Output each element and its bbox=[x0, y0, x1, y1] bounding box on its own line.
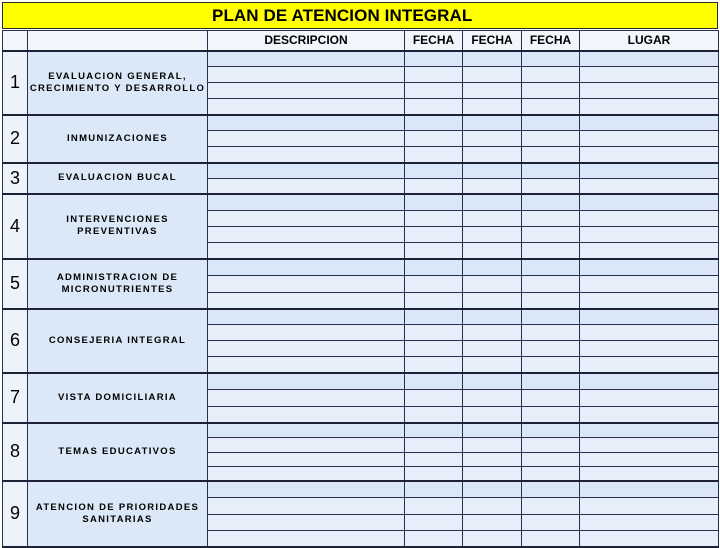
lugar-cell[interactable] bbox=[580, 243, 719, 259]
fecha-2-cell[interactable] bbox=[463, 390, 522, 407]
fecha-1-cell[interactable] bbox=[405, 453, 463, 467]
table-row bbox=[3, 115, 719, 131]
descripcion-cell[interactable] bbox=[208, 211, 405, 227]
fecha-3-cell[interactable] bbox=[522, 211, 580, 227]
fecha-3-cell[interactable] bbox=[522, 515, 580, 531]
lugar-cell[interactable] bbox=[580, 194, 719, 211]
fecha-1-cell[interactable] bbox=[405, 357, 463, 373]
fecha-2-cell[interactable] bbox=[463, 309, 522, 325]
fecha-3-cell[interactable] bbox=[522, 357, 580, 373]
plan-table bbox=[2, 30, 719, 548]
activity-label bbox=[28, 309, 208, 373]
lugar-cell[interactable] bbox=[580, 481, 719, 498]
activity-label-line: ADMINISTRACION DE bbox=[56, 271, 179, 283]
descripcion-cell[interactable] bbox=[208, 373, 405, 390]
header-fecha-1: FECHA bbox=[405, 31, 463, 51]
fecha-3-cell[interactable] bbox=[522, 309, 580, 325]
fecha-3-cell[interactable] bbox=[522, 373, 580, 390]
item-number: 2 bbox=[3, 115, 28, 163]
fecha-3-cell[interactable] bbox=[522, 453, 580, 467]
activity-label bbox=[28, 163, 208, 194]
fecha-1-cell[interactable] bbox=[405, 259, 463, 276]
fecha-1-cell[interactable] bbox=[405, 407, 463, 423]
fecha-3-cell[interactable] bbox=[522, 115, 580, 131]
fecha-3-cell[interactable] bbox=[522, 325, 580, 341]
fecha-1-cell[interactable] bbox=[405, 309, 463, 325]
fecha-2-cell[interactable] bbox=[463, 211, 522, 227]
fecha-2-cell[interactable] bbox=[463, 453, 522, 467]
fecha-1-cell[interactable] bbox=[405, 498, 463, 515]
fecha-1-cell[interactable] bbox=[405, 99, 463, 115]
activity-label-line: SANITARIAS bbox=[82, 513, 153, 525]
activity-label-line: VISTA DOMICILIARIA bbox=[58, 391, 177, 403]
fecha-2-cell[interactable] bbox=[463, 341, 522, 357]
fecha-2-cell[interactable] bbox=[463, 467, 522, 481]
lugar-cell[interactable] bbox=[580, 51, 719, 67]
activity-label-line: TEMAS EDUCATIVOS bbox=[58, 445, 177, 457]
lugar-cell[interactable] bbox=[580, 407, 719, 423]
descripcion-cell[interactable] bbox=[208, 131, 405, 147]
lugar-cell[interactable] bbox=[580, 341, 719, 357]
item-number: 7 bbox=[3, 373, 28, 423]
activity-label bbox=[28, 481, 208, 547]
activity-label-line: INMUNIZACIONES bbox=[66, 132, 169, 144]
fecha-2-cell[interactable] bbox=[463, 131, 522, 147]
fecha-1-cell[interactable] bbox=[405, 390, 463, 407]
fecha-2-cell[interactable] bbox=[463, 407, 522, 423]
activity-label bbox=[28, 373, 208, 423]
descripcion-cell[interactable] bbox=[208, 293, 405, 309]
lugar-cell[interactable] bbox=[580, 259, 719, 276]
title-bar bbox=[2, 2, 718, 29]
fecha-3-cell[interactable] bbox=[522, 276, 580, 293]
descripcion-cell[interactable] bbox=[208, 453, 405, 467]
descripcion-cell[interactable] bbox=[208, 259, 405, 276]
lugar-cell[interactable] bbox=[580, 325, 719, 341]
header-fecha-3: FECHA bbox=[522, 31, 580, 51]
descripcion-cell[interactable] bbox=[208, 99, 405, 115]
descripcion-cell[interactable] bbox=[208, 179, 405, 194]
activity-label-line: EVALUACION GENERAL, bbox=[48, 70, 187, 82]
lugar-cell[interactable] bbox=[580, 131, 719, 147]
fecha-1-cell[interactable] bbox=[405, 276, 463, 293]
fecha-1-cell[interactable] bbox=[405, 325, 463, 341]
fecha-3-cell[interactable] bbox=[522, 51, 580, 67]
table-row bbox=[3, 51, 719, 67]
descripcion-cell[interactable] bbox=[208, 357, 405, 373]
fecha-1-cell[interactable] bbox=[405, 179, 463, 194]
header-num bbox=[3, 31, 28, 51]
descripcion-cell[interactable] bbox=[208, 423, 405, 438]
fecha-3-cell[interactable] bbox=[522, 531, 580, 547]
fecha-2-cell[interactable] bbox=[463, 357, 522, 373]
item-number: 1 bbox=[3, 51, 28, 115]
descripcion-cell[interactable] bbox=[208, 407, 405, 423]
lugar-cell[interactable] bbox=[580, 115, 719, 131]
fecha-2-cell[interactable] bbox=[463, 325, 522, 341]
fecha-3-cell[interactable] bbox=[522, 67, 580, 83]
descripcion-cell[interactable] bbox=[208, 163, 405, 179]
table-row bbox=[3, 309, 719, 325]
fecha-3-cell[interactable] bbox=[522, 179, 580, 194]
descripcion-cell[interactable] bbox=[208, 147, 405, 163]
fecha-3-cell[interactable] bbox=[522, 99, 580, 115]
descripcion-cell[interactable] bbox=[208, 115, 405, 131]
lugar-cell[interactable] bbox=[580, 515, 719, 531]
lugar-cell[interactable] bbox=[580, 390, 719, 407]
lugar-cell[interactable] bbox=[580, 227, 719, 243]
lugar-cell[interactable] bbox=[580, 357, 719, 373]
lugar-cell[interactable] bbox=[580, 179, 719, 194]
header-fecha-2: FECHA bbox=[463, 31, 522, 51]
fecha-3-cell[interactable] bbox=[522, 407, 580, 423]
fecha-2-cell[interactable] bbox=[463, 99, 522, 115]
activity-label-line: INTERVENCIONES bbox=[66, 214, 169, 225]
fecha-3-cell[interactable] bbox=[522, 131, 580, 147]
fecha-2-cell[interactable] bbox=[463, 194, 522, 211]
header-lugar: LUGAR bbox=[580, 31, 719, 51]
fecha-2-cell[interactable] bbox=[463, 515, 522, 531]
fecha-1-cell[interactable] bbox=[405, 293, 463, 309]
fecha-3-cell[interactable] bbox=[522, 423, 580, 438]
table-row bbox=[3, 373, 719, 390]
fecha-2-cell[interactable] bbox=[463, 531, 522, 547]
lugar-cell[interactable] bbox=[580, 467, 719, 481]
item-number: 4 bbox=[3, 194, 28, 259]
lugar-cell[interactable] bbox=[580, 293, 719, 309]
activity-label bbox=[28, 259, 208, 309]
header-activity bbox=[28, 31, 208, 51]
item-number: 3 bbox=[3, 163, 28, 194]
item-number: 6 bbox=[3, 309, 28, 373]
activity-label-line: CONSEJERIA INTEGRAL bbox=[48, 334, 187, 346]
fecha-2-cell[interactable] bbox=[463, 227, 522, 243]
descripcion-cell[interactable] bbox=[208, 227, 405, 243]
lugar-cell[interactable] bbox=[580, 67, 719, 83]
fecha-1-cell[interactable] bbox=[405, 341, 463, 357]
fecha-1-cell[interactable] bbox=[405, 438, 463, 453]
fecha-3-cell[interactable] bbox=[522, 259, 580, 276]
item-number: 5 bbox=[3, 259, 28, 309]
fecha-3-cell[interactable] bbox=[522, 467, 580, 481]
fecha-1-cell[interactable] bbox=[405, 423, 463, 438]
fecha-3-cell[interactable] bbox=[522, 341, 580, 357]
fecha-1-cell[interactable] bbox=[405, 515, 463, 531]
fecha-3-cell[interactable] bbox=[522, 390, 580, 407]
item-number: 9 bbox=[3, 481, 28, 547]
fecha-2-cell[interactable] bbox=[463, 243, 522, 259]
fecha-3-cell[interactable] bbox=[522, 293, 580, 309]
lugar-cell[interactable] bbox=[580, 309, 719, 325]
lugar-cell[interactable] bbox=[580, 531, 719, 547]
fecha-1-cell[interactable] bbox=[405, 227, 463, 243]
descripcion-cell[interactable] bbox=[208, 194, 405, 211]
activity-label bbox=[28, 423, 208, 481]
lugar-cell[interactable] bbox=[580, 373, 719, 390]
fecha-3-cell[interactable] bbox=[522, 481, 580, 498]
fecha-2-cell[interactable] bbox=[463, 293, 522, 309]
fecha-2-cell[interactable] bbox=[463, 51, 522, 67]
lugar-cell[interactable] bbox=[580, 163, 719, 179]
header-descripcion: DESCRIPCION bbox=[208, 31, 405, 51]
descripcion-cell[interactable] bbox=[208, 276, 405, 293]
fecha-1-cell[interactable] bbox=[405, 83, 463, 99]
lugar-cell[interactable] bbox=[580, 147, 719, 163]
activity-label-line: MICRONUTRIENTES bbox=[61, 283, 174, 295]
fecha-3-cell[interactable] bbox=[522, 498, 580, 515]
descripcion-cell[interactable] bbox=[208, 341, 405, 357]
fecha-2-cell[interactable] bbox=[463, 83, 522, 99]
fecha-2-cell[interactable] bbox=[463, 438, 522, 453]
lugar-cell[interactable] bbox=[580, 276, 719, 293]
item-number: 8 bbox=[3, 423, 28, 481]
activity-label bbox=[28, 194, 208, 259]
table-row bbox=[3, 163, 719, 179]
table-row bbox=[3, 259, 719, 276]
descripcion-cell[interactable] bbox=[208, 309, 405, 325]
fecha-1-cell[interactable] bbox=[405, 51, 463, 67]
fecha-3-cell[interactable] bbox=[522, 243, 580, 259]
fecha-1-cell[interactable] bbox=[405, 163, 463, 179]
descripcion-cell[interactable] bbox=[208, 531, 405, 547]
descripcion-cell[interactable] bbox=[208, 498, 405, 515]
fecha-1-cell[interactable] bbox=[405, 131, 463, 147]
fecha-1-cell[interactable] bbox=[405, 211, 463, 227]
activity-label-line: PREVENTIVAS bbox=[77, 226, 158, 237]
fecha-2-cell[interactable] bbox=[463, 259, 522, 276]
lugar-cell[interactable] bbox=[580, 438, 719, 453]
fecha-2-cell[interactable] bbox=[463, 115, 522, 131]
lugar-cell[interactable] bbox=[580, 423, 719, 438]
activity-label-line: EVALUACION BUCAL bbox=[58, 172, 177, 183]
fecha-3-cell[interactable] bbox=[522, 147, 580, 163]
fecha-2-cell[interactable] bbox=[463, 373, 522, 390]
lugar-cell[interactable] bbox=[580, 83, 719, 99]
descripcion-cell[interactable] bbox=[208, 438, 405, 453]
header-row bbox=[3, 31, 719, 51]
descripcion-cell[interactable] bbox=[208, 83, 405, 99]
fecha-2-cell[interactable] bbox=[463, 276, 522, 293]
fecha-3-cell[interactable] bbox=[522, 438, 580, 453]
descripcion-cell[interactable] bbox=[208, 515, 405, 531]
descripcion-cell[interactable] bbox=[208, 325, 405, 341]
table-row bbox=[3, 423, 719, 438]
lugar-cell[interactable] bbox=[580, 99, 719, 115]
fecha-1-cell[interactable] bbox=[405, 467, 463, 481]
fecha-3-cell[interactable] bbox=[522, 83, 580, 99]
fecha-1-cell[interactable] bbox=[405, 243, 463, 259]
fecha-3-cell[interactable] bbox=[522, 194, 580, 211]
fecha-1-cell[interactable] bbox=[405, 373, 463, 390]
descripcion-cell[interactable] bbox=[208, 243, 405, 259]
fecha-3-cell[interactable] bbox=[522, 227, 580, 243]
fecha-2-cell[interactable] bbox=[463, 147, 522, 163]
fecha-2-cell[interactable] bbox=[463, 67, 522, 83]
descripcion-cell[interactable] bbox=[208, 481, 405, 498]
plan-body bbox=[3, 51, 719, 547]
activity-label-line: ATENCION DE PRIORIDADES bbox=[35, 501, 200, 513]
lugar-cell[interactable] bbox=[580, 498, 719, 515]
lugar-cell[interactable] bbox=[580, 211, 719, 227]
fecha-3-cell[interactable] bbox=[522, 163, 580, 179]
fecha-2-cell[interactable] bbox=[463, 163, 522, 179]
fecha-1-cell[interactable] bbox=[405, 194, 463, 211]
fecha-2-cell[interactable] bbox=[463, 423, 522, 438]
table-row bbox=[3, 194, 719, 211]
fecha-2-cell[interactable] bbox=[463, 179, 522, 194]
descripcion-cell[interactable] bbox=[208, 51, 405, 67]
lugar-cell[interactable] bbox=[580, 453, 719, 467]
table-row bbox=[3, 481, 719, 498]
fecha-1-cell[interactable] bbox=[405, 147, 463, 163]
descripcion-cell[interactable] bbox=[208, 390, 405, 407]
fecha-1-cell[interactable] bbox=[405, 531, 463, 547]
fecha-1-cell[interactable] bbox=[405, 67, 463, 83]
activity-label bbox=[28, 51, 208, 115]
fecha-1-cell[interactable] bbox=[405, 115, 463, 131]
fecha-2-cell[interactable] bbox=[463, 498, 522, 515]
activity-label-line: CRECIMIENTO Y DESARROLLO bbox=[29, 82, 206, 94]
page-title: PLAN DE ATENCION INTEGRAL bbox=[212, 6, 473, 25]
fecha-1-cell[interactable] bbox=[405, 481, 463, 498]
activity-label bbox=[28, 115, 208, 163]
fecha-2-cell[interactable] bbox=[463, 481, 522, 498]
descripcion-cell[interactable] bbox=[208, 67, 405, 83]
descripcion-cell[interactable] bbox=[208, 467, 405, 481]
